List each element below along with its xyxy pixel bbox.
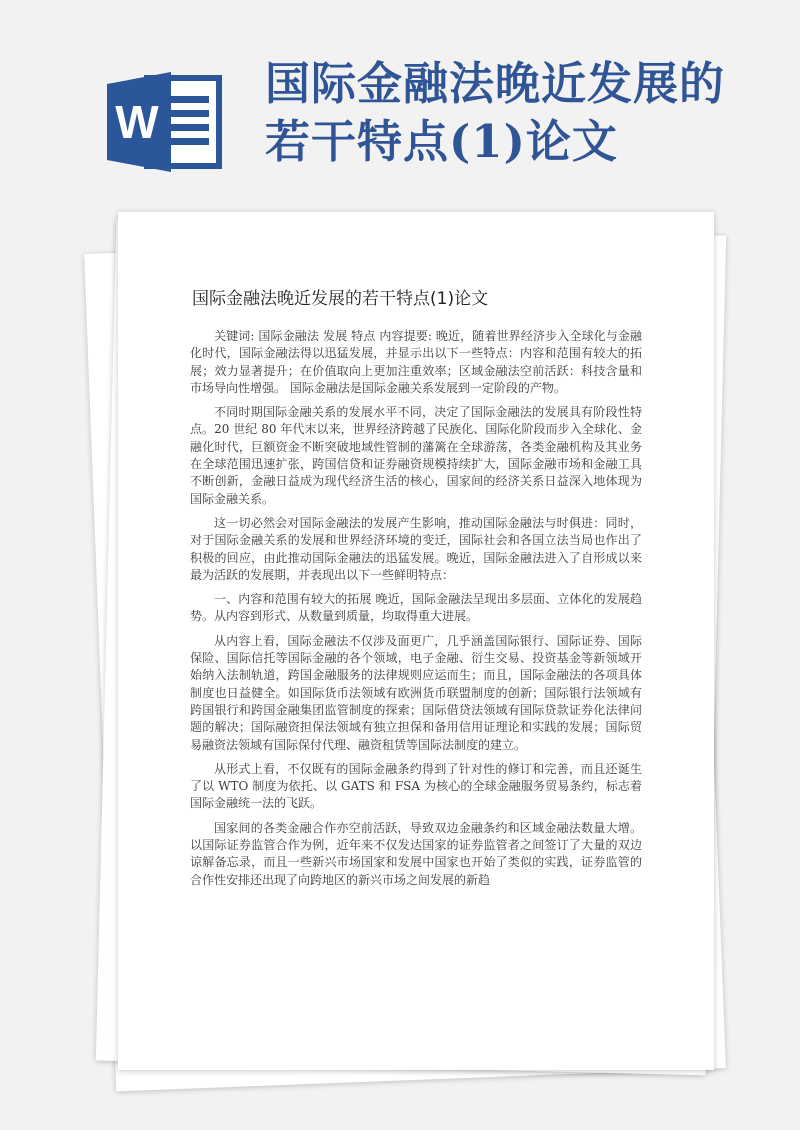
paragraph-4: 一、内容和范围有较大的拓展 晚近，国际金融法呈现出多层面、立体化的发展趋势。从内容到形式、从数量到质量，均取得重大进展。 [190, 592, 642, 624]
paragraph-1: 关键词: 国际金融法 发展 特点 内容提要: 晚近，随着世界经济步入全球化与金融化时代，国际金融法得以迅猛发展，并显示出以下一些特点：内容和范围有较大的拓展；效力显著提升；在价值取向上更加注重效率；区域金融法空前活跃：科技含量和市场导向性增强。 国际金融法是国际金融关系发展到一定阶段的产物。 [190, 329, 642, 395]
word-icon-letter: W [115, 96, 159, 148]
document-page [118, 212, 714, 1070]
paragraph-3: 这一切必然会对国际金融法的发展产生影响，推动国际金融法与时俱进：同时，对于国际金融关系的发展和世界经济环境的变迁，国际社会和各国立法当局也作出了积极的回应，由此推动国际金融法的迅猛发展。晚近，国际金融法进入了自形成以来最为活跃的发展期，并表现出以下一些鲜明特点： [190, 515, 642, 582]
paragraph-2: 不同时期国际金融关系的发展水平不同，决定了国际金融法的发展具有阶段性特点。20 世纪 80 年代末以来，世界经济跨越了民族化、国际化阶段而步入全球化、金融化时代，巨额资金不断突破地域性管制的藩篱在全球游荡，各类金融机构及其业务在全球范围迅速扩张，跨国信贷和证券融资规模持续扩大，国际金融市场和金融工具不断创新，金融日益成为现代经济生活的核心，国家间的经济关系日益深入地体现为国际金融关系。 [190, 405, 642, 506]
paragraph-5: 从内容上看，国际金融法不仅涉及面更广，几乎涵盖国际银行、国际证券、国际保险、国际信托等国际金融的各个领域，电子金融、衍生交易、投资基金等新领域开始纳入法制轨道，跨国金融服务的法律规则应运而生；而且，国际金融法的各项具体制度也日益健全。如国际货币法领域有欧洲货币联盟制度的创新；国际银行法领域有跨国银行和跨国金融集团监管制度的探索；国际借贷法领域有国际贷款证券化法律问题的解决；国际融资担保法领域有独立担保和备用信用证理论和实践的发展；国际贸易融资法领域有国际保付代理、融资租赁等国际法制度的建立。 [190, 633, 642, 752]
paragraph-6: 从形式上看，不仅既有的国际金融条约得到了针对性的修订和完善，而且还诞生了以 WTO 制度为依托、以 GATS 和 FSA 为核心的全球金融服务贸易条约，标志着国际金融统一法的飞跃。 [190, 761, 642, 811]
page-title-line-1: 国际金融法晚近发展的 [265, 57, 726, 110]
document-title: 国际金融法晚近发展的若干特点(1)论文 [192, 289, 489, 309]
paragraph-7: 国家间的各类金融合作亦空前活跃，导致双边金融条约和区域金融法数量大增。以国际证券监管合作为例，近年来不仅发达国家的证券监管者之间签订了大量的双边谅解备忘录，而且一些新兴市场国家和发展中国家也开始了类似的实践，证券监管的合作性安排还出现了向跨地区的新兴市场之间发展的新趋 [190, 820, 642, 887]
document-body [190, 328, 642, 896]
page-title-line-2: 若干特点(1)论文 [265, 115, 618, 168]
